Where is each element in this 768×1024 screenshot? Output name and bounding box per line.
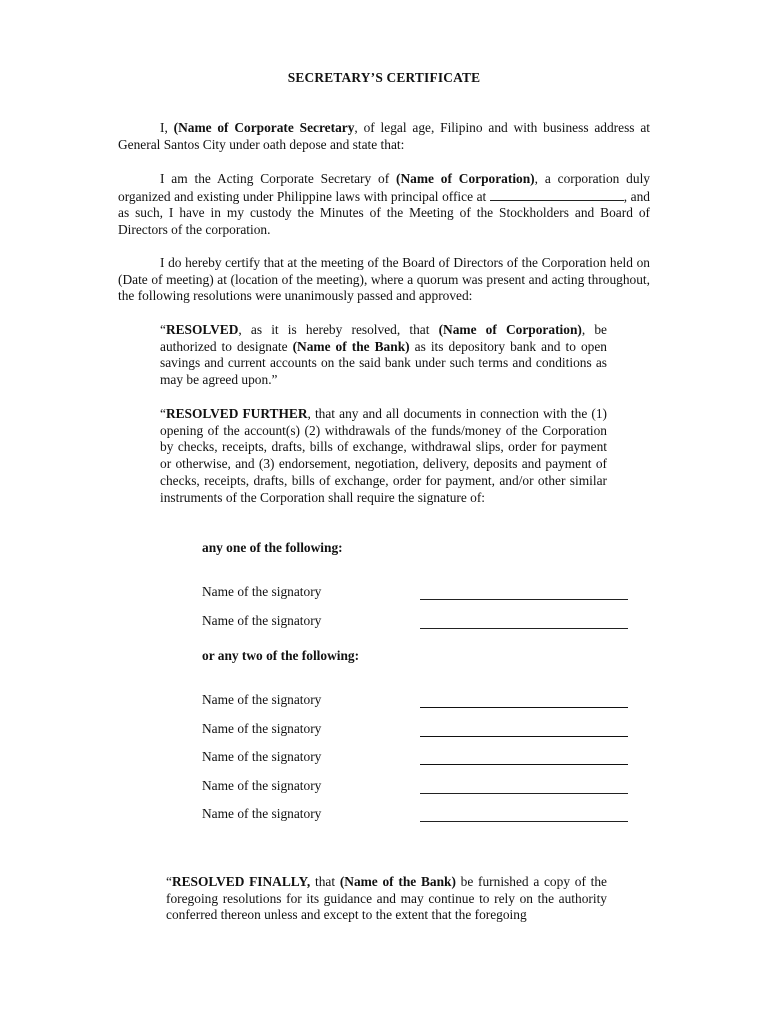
signatory-row — [202, 721, 630, 738]
signatory-row — [202, 749, 630, 766]
signatory-row — [202, 613, 630, 630]
resolution-quote-open: “ — [160, 322, 166, 337]
signature-line — [420, 793, 628, 794]
signature-line — [420, 821, 628, 822]
resolved-further-paragraph — [160, 406, 607, 506]
resolved-keyword: RESOLVED — [165, 322, 239, 337]
signature-line — [420, 736, 628, 737]
signatory-name: Name of the signatory — [202, 584, 322, 599]
finally-text-e: be furnished a copy of the foregoing resolutions for its guidance and may continue to rely on the authority conferred thereon unless and except to the extent that the foregoing — [166, 874, 607, 923]
finally-bank-placeholder: (Name of the Bank) — [339, 874, 456, 889]
signatory-name: Name of the signatory — [202, 613, 322, 628]
document-title: SECRETARY’S CERTIFICATE — [287, 70, 481, 85]
further-text-c: , that any and all documents in connection with the (1) opening of the account(s) (2) withdrawals of the funds/money of the Corporation by checks, receipts, drafts, bills of exchange, withdrawal slips, order for payment or otherwise, and (3) endorsement, negotiation, delivery, deposits and payment of checks, receipts, drafts, bills of exchange, order for payment, and/or other similar instruments of the Corporation shall require the signature of: — [160, 406, 607, 505]
resolved-finally-keyword: RESOLVED FINALLY, — [171, 874, 311, 889]
signatory-name: Name of the signatory — [202, 721, 322, 736]
resolution-text-g: as its depository bank and to open savings and current accounts on the said bank under such terms and conditions as may be agreed upon.” — [160, 338, 607, 388]
signatory-name: Name of the signatory — [202, 692, 322, 707]
finally-quote-open: “ — [166, 874, 172, 889]
custody-text-d: , and as such, I have in my custody the Minutes of the Meeting of the Stockholders and Board of Directors of the corporation. — [118, 188, 650, 238]
further-quote-open: “ — [160, 406, 166, 421]
signature-line — [420, 599, 628, 600]
resolution-corporation-placeholder: (Name of Corporation) — [438, 322, 582, 337]
signatory-row — [202, 778, 630, 795]
custody-text-c: , a corporation duly organized and existing under Philippine laws with principal office at — [118, 171, 650, 204]
resolution-paragraph — [160, 322, 607, 389]
signature-line — [420, 707, 628, 708]
signature-line — [420, 764, 628, 765]
resolution-bank-placeholder: (Name of the Bank) — [292, 338, 410, 354]
intro-text-a: I, — [160, 120, 174, 135]
intro-paragraph — [118, 120, 650, 153]
signature-line — [420, 628, 628, 629]
finally-text-c: that — [310, 874, 340, 889]
custody-paragraph — [118, 171, 650, 239]
resolved-further-keyword: RESOLVED FURTHER — [165, 406, 308, 421]
corporation-name-placeholder: (Name of Corporation) — [396, 171, 535, 186]
signatory-row — [202, 692, 630, 709]
corporate-secretary-placeholder: (Name of Corporate Secretary — [173, 120, 355, 135]
any-two-heading: or any two of the following: — [202, 648, 360, 663]
principal-office-blank — [490, 188, 624, 201]
resolution-text-e: , be authorized to designate — [160, 322, 607, 354]
signatory-name: Name of the signatory — [202, 778, 322, 793]
signatory-name: Name of the signatory — [202, 749, 322, 764]
custody-text-a: I am the Acting Corporate Secretary of — [160, 171, 397, 186]
signatory-row — [202, 584, 630, 601]
resolved-finally-paragraph — [166, 874, 607, 924]
any-one-heading: any one of the following: — [202, 540, 343, 555]
resolution-text-c: , as it is hereby resolved, that — [238, 322, 439, 337]
certification-paragraph: I do hereby certify that at the meeting of the Board of Directors of the Corporation held on (Date of meeting) at (location of the meeting), where a quorum was present and acting throughout, the following resolutions were unanimously passed and approved: — [118, 255, 650, 304]
intro-text-c: , of legal age, Filipino and with business address at General Santos City under oath depose and state that: — [118, 120, 650, 152]
signatory-row — [202, 806, 630, 823]
signatory-name: Name of the signatory — [202, 806, 322, 821]
